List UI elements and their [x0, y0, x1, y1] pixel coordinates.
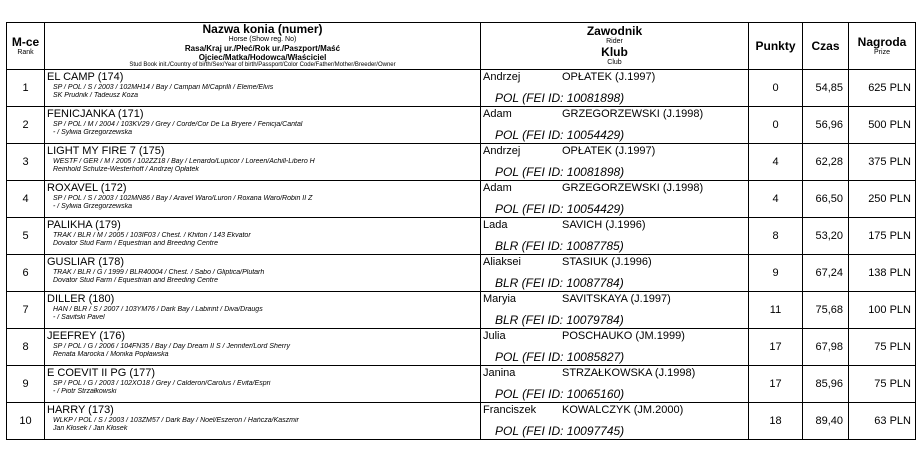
rider-first-name: Lada: [483, 219, 508, 231]
time-cell: 75,68: [803, 292, 849, 329]
horse-name: EL CAMP (174): [47, 71, 124, 83]
header-club-label: Klub: [601, 45, 628, 59]
header-row: [7, 23, 916, 70]
rider-cell: [481, 366, 749, 403]
horse-name: DILLER (180): [47, 293, 115, 305]
table-row: [7, 218, 916, 255]
rider-cell: [481, 329, 749, 366]
rider-last-name: OPŁATEK (J.1997): [562, 145, 656, 157]
rider-first-name: Adam: [483, 108, 512, 120]
header-club-sublabel: Club: [607, 59, 622, 66]
rider-club: POL (FEI ID: 10065160): [495, 387, 625, 401]
horse-name: GUSLIAR (178): [47, 256, 125, 268]
time-cell: 85,96: [803, 366, 849, 403]
header-horse-label: Nazwa konia (numer): [202, 22, 323, 36]
horse-pedigree: SP / POL / G / 2006 / 104FN35 / Bay / Day Dream II S / Jennifer/Lord Sherry: [53, 343, 290, 350]
horse-cell: [45, 107, 481, 144]
points-cell: 18: [749, 403, 803, 440]
horse-pedigree: SP / POL / M / 2004 / 103KV29 / Grey / Corde/Cor De La Bryere / Fenicja/Cantal: [53, 121, 303, 128]
rider-club: BLR (FEI ID: 10087785): [495, 239, 624, 253]
time-cell: 62,28: [803, 144, 849, 181]
horse-name: E COEVIT II PG (177): [47, 367, 155, 379]
table-row: [7, 403, 916, 440]
points-cell: 9: [749, 255, 803, 292]
horse-pedigree: TRAK / BLR / G / 1999 / BLR40004 / Chest. / Sabo / Gliptica/Plutarh: [53, 269, 265, 276]
rider-first-name: Adam: [483, 182, 512, 194]
horse-pedigree: HAN / BLR / S / 2007 / 103YM76 / Dark Bay / Labirint / Diva/Draugs: [53, 306, 263, 313]
place-cell: 8: [7, 329, 45, 366]
time-cell: 66,50: [803, 181, 849, 218]
rider-cell: [481, 107, 749, 144]
rider-last-name: OPŁATEK (J.1997): [562, 71, 656, 83]
horse-breeder-owner: SK Prudnik / Tadeusz Koza: [53, 92, 138, 99]
prize-cell: 625 PLN: [849, 70, 916, 107]
horse-breeder-owner: Renata Marocka / Monika Popławska: [53, 351, 169, 358]
rider-first-name: Franciszek: [483, 404, 537, 416]
rider-club: BLR (FEI ID: 10079784): [495, 313, 624, 327]
place-cell: 7: [7, 292, 45, 329]
rider-club: POL (FEI ID: 10081898): [495, 165, 625, 179]
place-cell: 1: [7, 70, 45, 107]
prize-cell: 138 PLN: [849, 255, 916, 292]
rider-last-name: STRZAŁKOWSKA (J.1998): [562, 367, 696, 379]
rider-cell: [481, 144, 749, 181]
rider-last-name: GRZEGORZEWSKI (J.1998): [562, 108, 704, 120]
horse-cell: [45, 70, 481, 107]
place-cell: 4: [7, 181, 45, 218]
rider-club: BLR (FEI ID: 10087784): [495, 276, 624, 290]
rider-cell: [481, 70, 749, 107]
place-cell: 10: [7, 403, 45, 440]
header-rider-sublabel: Rider: [606, 38, 623, 45]
rider-cell: [481, 403, 749, 440]
header-rider: [481, 23, 749, 70]
horse-name: FENICJANKA (171): [47, 108, 144, 120]
header-prize-sublabel: Prize: [874, 48, 890, 56]
place-cell: 6: [7, 255, 45, 292]
horse-cell: [45, 366, 481, 403]
rider-cell: [481, 255, 749, 292]
rider-cell: [481, 292, 749, 329]
rider-last-name: SAVITSKAYA (J.1997): [562, 293, 671, 305]
horse-pedigree: SP / POL / S / 2003 / 102MH14 / Bay / Campari M/Caprilli / Eleine/Elvis: [53, 84, 274, 91]
table-row: [7, 329, 916, 366]
horse-cell: [45, 181, 481, 218]
rider-first-name: Julia: [483, 330, 506, 342]
header-prize-label: Nagroda: [857, 34, 907, 49]
time-cell: 53,20: [803, 218, 849, 255]
points-cell: 0: [749, 70, 803, 107]
header-place-sublabel: Rank: [17, 48, 34, 56]
time-cell: 54,85: [803, 70, 849, 107]
results-table: [6, 22, 916, 440]
rider-last-name: STASIUK (J.1996): [562, 256, 652, 268]
horse-cell: [45, 292, 481, 329]
horse-breeder-owner: - / Piotr Strzałkowski: [53, 388, 117, 395]
points-cell: 17: [749, 329, 803, 366]
rider-club: POL (FEI ID: 10054429): [495, 128, 625, 142]
prize-cell: 175 PLN: [849, 218, 916, 255]
rider-club: POL (FEI ID: 10085827): [495, 350, 625, 364]
points-cell: 11: [749, 292, 803, 329]
table-row: [7, 366, 916, 403]
rider-club: POL (FEI ID: 10097745): [495, 424, 625, 438]
header-time-label: Czas: [811, 38, 840, 53]
header-horse-detail2: Ojciec/Matka/Hodowca/Właściciel: [198, 53, 327, 62]
horse-cell: [45, 403, 481, 440]
header-place-label: M-ce: [11, 34, 40, 49]
points-cell: 4: [749, 181, 803, 218]
place-cell: 5: [7, 218, 45, 255]
rider-cell: [481, 218, 749, 255]
header-time: [803, 23, 849, 70]
header-horse: [45, 23, 481, 70]
horse-name: PALIKHA (179): [47, 219, 121, 231]
header-points-label: Punkty: [755, 38, 796, 53]
rider-club: POL (FEI ID: 10054429): [495, 202, 625, 216]
place-cell: 9: [7, 366, 45, 403]
prize-cell: 63 PLN: [849, 403, 916, 440]
table-row: [7, 107, 916, 144]
horse-pedigree: WESTF / GER / M / 2005 / 102ZZ18 / Bay / Lenardo/Lupicor / Loreen/Achill-Libero H: [53, 158, 315, 165]
horse-name: HARRY (173): [47, 404, 114, 416]
table-row: [7, 292, 916, 329]
horse-pedigree: TRAK / BLR / M / 2005 / 103IF03 / Chest. / Khiton / 143 Ekvator: [53, 232, 251, 239]
rider-first-name: Andrzej: [483, 71, 521, 83]
time-cell: 67,98: [803, 329, 849, 366]
table-row: [7, 255, 916, 292]
horse-breeder-owner: Dovator Stud Farm / Equestrian and Breeding Centre: [53, 240, 218, 247]
rider-last-name: KOWALCZYK (JM.2000): [562, 404, 684, 416]
horse-cell: [45, 144, 481, 181]
prize-cell: 75 PLN: [849, 366, 916, 403]
table-row: [7, 70, 916, 107]
horse-breeder-owner: Jan Kłosek / Jan Kłosek: [53, 425, 128, 432]
horse-cell: [45, 255, 481, 292]
horse-name: JEEFREY (176): [47, 330, 126, 342]
time-cell: 89,40: [803, 403, 849, 440]
time-cell: 56,96: [803, 107, 849, 144]
horse-name: LIGHT MY FIRE 7 (175): [47, 145, 165, 157]
header-prize: [849, 23, 916, 70]
header-horse-detail1: Rasa/Kraj ur./Płeć/Rok ur./Paszport/Maść: [184, 44, 341, 53]
header-horse-sublabel: Horse (Show reg. No): [228, 36, 297, 43]
horse-breeder-owner: Reinhold Schulze-Westerhoff / Andrzej Opłatek: [53, 166, 199, 173]
horse-cell: [45, 329, 481, 366]
prize-cell: 75 PLN: [849, 329, 916, 366]
rider-first-name: Andrzej: [483, 145, 521, 157]
header-horse-detail-en: Stud Book init./Country of birth/Sex/Year of birth/Passport/Color Code/Father/Mother/Breeder/Owner: [129, 62, 396, 68]
rider-last-name: GRZEGORZEWSKI (J.1998): [562, 182, 704, 194]
rider-first-name: Aliaksei: [483, 256, 521, 268]
rider-first-name: Janina: [483, 367, 516, 379]
points-cell: 8: [749, 218, 803, 255]
header-rider-label: Zawodnik: [586, 24, 643, 38]
prize-cell: 500 PLN: [849, 107, 916, 144]
rider-cell: [481, 181, 749, 218]
horse-pedigree: SP / POL / G / 2003 / 102XO18 / Grey / Calderon/Carolus / Evita/Espri: [53, 380, 271, 387]
prize-cell: 375 PLN: [849, 144, 916, 181]
table-row: [7, 181, 916, 218]
rider-club: POL (FEI ID: 10081898): [495, 91, 625, 105]
horse-breeder-owner: - / Sylwia Grzegorzewska: [53, 203, 132, 210]
horse-name: ROXAVEL (172): [47, 182, 127, 194]
header-points: [749, 23, 803, 70]
rider-first-name: Maryia: [483, 293, 517, 305]
prize-cell: 100 PLN: [849, 292, 916, 329]
time-cell: 67,24: [803, 255, 849, 292]
prize-cell: 250 PLN: [849, 181, 916, 218]
rider-last-name: SAVICH (J.1996): [562, 219, 646, 231]
points-cell: 17: [749, 366, 803, 403]
rider-last-name: POSCHAUKO (JM.1999): [562, 330, 685, 342]
horse-pedigree: SP / POL / S / 2003 / 102MN86 / Bay / Aravel Waro/Luron / Roxana Waro/Robin II Z: [53, 195, 313, 202]
header-place: [7, 23, 45, 70]
horse-cell: [45, 218, 481, 255]
horse-breeder-owner: - / Savitski Pavel: [53, 314, 105, 321]
place-cell: 2: [7, 107, 45, 144]
table-row: [7, 144, 916, 181]
horse-breeder-owner: Dovator Stud Farm / Equestrian and Breeding Centre: [53, 277, 218, 284]
horse-pedigree: WLKP / POL / S / 2003 / 103ZM57 / Dark Bay / Noel/Eszeron / Hańcza/Kaszmir: [53, 417, 299, 424]
place-cell: 3: [7, 144, 45, 181]
horse-breeder-owner: - / Sylwia Grzegorzewska: [53, 129, 132, 136]
points-cell: 0: [749, 107, 803, 144]
points-cell: 4: [749, 144, 803, 181]
